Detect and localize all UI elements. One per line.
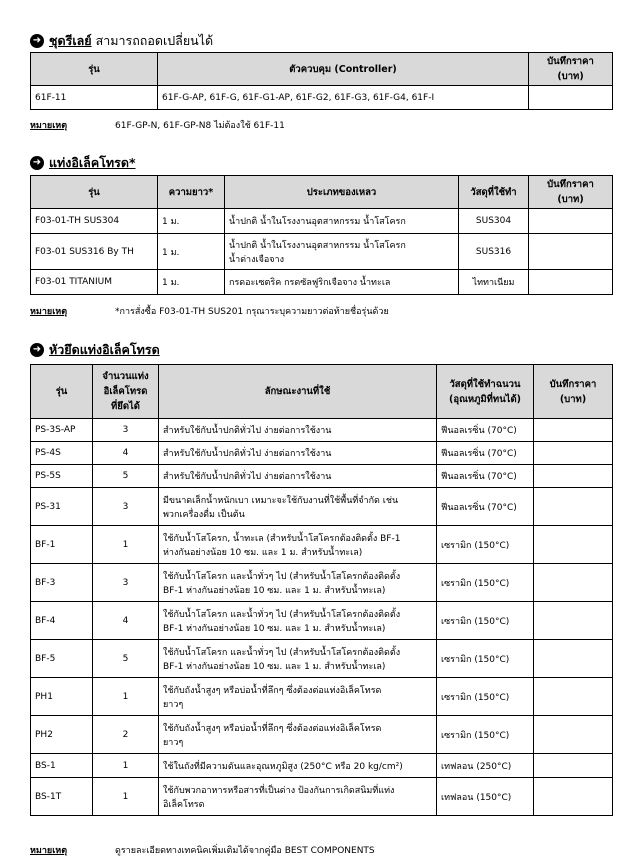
table-row bbox=[31, 419, 613, 442]
table-cell: 3 bbox=[93, 419, 159, 442]
table-cell: เซรามิก (150°C) bbox=[437, 526, 534, 564]
table-cell: PS-31 bbox=[31, 488, 93, 526]
relay-table bbox=[30, 52, 613, 110]
table-cell: PH1 bbox=[31, 678, 93, 716]
table-cell bbox=[534, 778, 613, 816]
electrode-table bbox=[30, 175, 613, 295]
electrode-section bbox=[30, 154, 612, 295]
table-cell: สำหรับใช้กับน้ำปกติทั่วไป ง่ายต่อการใช้งาน bbox=[159, 465, 437, 488]
table-cell: ฟีนอลเรซิ่น (70°C) bbox=[437, 419, 534, 442]
table-cell: BF-5 bbox=[31, 640, 93, 678]
table-row bbox=[31, 754, 613, 778]
table-cell: เซรามิก (150°C) bbox=[437, 640, 534, 678]
electrode-heading-title: แท่งอิเล็คโทรด* bbox=[49, 155, 136, 170]
table-cell: มีขนาดเล็กน้ำหนักเบา เหมาะจะใช้กับงานที่ใช้พื้นที่จำกัด เช่น พวกเครื่องดื่ม เป็นต้น bbox=[159, 488, 437, 526]
column-header: วัสดุที่ใช้ทำ bbox=[459, 176, 529, 209]
table-row bbox=[31, 640, 613, 678]
table-cell: BS-1 bbox=[31, 754, 93, 778]
note-label: หมายเหตุ bbox=[30, 121, 68, 131]
relay-heading bbox=[30, 32, 612, 50]
table-cell: 61F-G-AP, 61F-G, 61F-G1-AP, 61F-G2, 61F-G3, 61F-G4, 61F-I bbox=[158, 86, 529, 110]
column-header: รุ่น bbox=[31, 176, 158, 209]
table-cell: PS-4S bbox=[31, 442, 93, 465]
table-cell: ไททาเนียม bbox=[459, 270, 529, 295]
table-row bbox=[31, 442, 613, 465]
table-cell: น้ำปกติ น้ำในโรงงานอุตสาหกรรม น้ำโสโครก น้ำด่างเจือจาง bbox=[225, 234, 459, 270]
column-header: รุ่น bbox=[31, 365, 93, 419]
table-cell: SUS316 bbox=[459, 234, 529, 270]
table-cell: เทฟลอน (150°C) bbox=[437, 778, 534, 816]
table-cell: 3 bbox=[93, 488, 159, 526]
table-cell: F03-01-TH SUS304 bbox=[31, 209, 158, 234]
table-cell bbox=[534, 754, 613, 778]
header-row bbox=[31, 53, 613, 86]
table-row bbox=[31, 564, 613, 602]
table-cell: น้ำปกติ น้ำในโรงงานอุตสาหกรรม น้ำโสโครก bbox=[225, 209, 459, 234]
table-cell: เทฟลอน (250°C) bbox=[437, 754, 534, 778]
relay-note bbox=[30, 118, 285, 132]
table-cell: 4 bbox=[93, 442, 159, 465]
header-row bbox=[31, 176, 613, 209]
relay-heading-title: ชุดรีเลย์ bbox=[49, 33, 92, 48]
holder-table bbox=[30, 364, 613, 816]
table-cell: สำหรับใช้กับน้ำปกติทั่วไป ง่ายต่อการใช้งาน bbox=[159, 419, 437, 442]
arrow-right-icon: ➜ bbox=[30, 156, 44, 170]
note-text: ดูรายละเอียดทางเทคนิคเพิ่มเติมได้จากคู่มือ BEST COMPONENTS bbox=[115, 846, 375, 856]
table-row bbox=[31, 270, 613, 295]
holder-heading-title: หัวยึดแท่งอิเล็คโทรด bbox=[49, 342, 160, 357]
table-cell: 1 ม. bbox=[158, 209, 225, 234]
table-row bbox=[31, 488, 613, 526]
table-cell bbox=[534, 640, 613, 678]
table-cell bbox=[534, 442, 613, 465]
table-cell: ใช้กับน้ำโสโครก และน้ำทั่วๆ ไป (สำหรับน้ำโสโครกต้องติดตั้ง BF-1 ห่างกันอย่างน้อย 10 ซม. และ 1 ม. สำหรับน้ำทะเล) bbox=[159, 640, 437, 678]
column-header: ประเภทของเหลว bbox=[225, 176, 459, 209]
table-cell: 1 bbox=[93, 754, 159, 778]
table-row bbox=[31, 526, 613, 564]
table-cell bbox=[534, 716, 613, 754]
table-cell: BF-4 bbox=[31, 602, 93, 640]
arrow-right-icon: ➜ bbox=[30, 343, 44, 357]
table-cell: BF-3 bbox=[31, 564, 93, 602]
column-header: จำนวนแท่ง อิเล็คโทรด ที่ยึดได้ bbox=[93, 365, 159, 419]
table-cell: ฟีนอลเรซิ่น (70°C) bbox=[437, 442, 534, 465]
arrow-right-icon: ➜ bbox=[30, 34, 44, 48]
table-cell: 61F-11 bbox=[31, 86, 158, 110]
table-cell: เซรามิก (150°C) bbox=[437, 602, 534, 640]
table-cell bbox=[529, 86, 613, 110]
note-text: 61F-GP-N, 61F-GP-N8 ไม่ต้องใช้ 61F-11 bbox=[115, 121, 285, 131]
table-cell: 1 bbox=[93, 678, 159, 716]
column-header: รุ่น bbox=[31, 53, 158, 86]
table-cell: 1 bbox=[93, 778, 159, 816]
table-cell: 1 bbox=[93, 526, 159, 564]
table-cell: สำหรับใช้กับน้ำปกติทั่วไป ง่ายต่อการใช้งาน bbox=[159, 442, 437, 465]
table-cell bbox=[534, 488, 613, 526]
table-cell: เซรามิก (150°C) bbox=[437, 716, 534, 754]
table-row bbox=[31, 86, 613, 110]
table-cell: BS-1T bbox=[31, 778, 93, 816]
table-cell: BF-1 bbox=[31, 526, 93, 564]
table-row bbox=[31, 778, 613, 816]
table-cell: กรดอะเซตริค กรดซัลฟูริกเจือจาง น้ำทะเล bbox=[225, 270, 459, 295]
table-cell bbox=[534, 602, 613, 640]
table-cell: 3 bbox=[93, 564, 159, 602]
table-cell: ใช้ในถังที่มีความดันและอุณหภูมิสูง (250°C หรือ 20 kg/cm²) bbox=[159, 754, 437, 778]
table-cell: ใช้กับถังน้ำสูงๆ หรือบ่อน้ำที่ลึกๆ ซึ่งต้องต่อแท่งอิเล็คโทรด ยาวๆ bbox=[159, 678, 437, 716]
table-cell bbox=[534, 419, 613, 442]
note-text: *การสั่งซื้อ F03-01-TH SUS201 กรุณาระบุความยาวต่อท้ายชื่อรุ่นด้วย bbox=[115, 307, 389, 317]
holder-note bbox=[30, 843, 375, 857]
note-label: หมายเหตุ bbox=[30, 307, 68, 317]
holder-section bbox=[30, 341, 612, 816]
column-header: บันทึกราคา (บาท) bbox=[534, 365, 613, 419]
relay-section bbox=[30, 32, 612, 110]
holder-heading bbox=[30, 341, 612, 359]
table-row bbox=[31, 716, 613, 754]
table-cell: SUS304 bbox=[459, 209, 529, 234]
table-cell bbox=[534, 465, 613, 488]
table-cell: F03-01 SUS316 By TH bbox=[31, 234, 158, 270]
column-header: วัสดุที่ใช้ทำฉนวน (อุณหภูมิที่ทนได้) bbox=[437, 365, 534, 419]
table-cell: ใช้กับถังน้ำสูงๆ หรือบ่อน้ำที่ลึกๆ ซึ่งต้องต่อแท่งอิเล็คโทรด ยาวๆ bbox=[159, 716, 437, 754]
column-header: ลักษณะงานที่ใช้ bbox=[159, 365, 437, 419]
relay-heading-subtitle: สามารถถอดเปลี่ยนได้ bbox=[95, 33, 214, 48]
column-header: ตัวควบคุม (Controller) bbox=[158, 53, 529, 86]
table-cell: 2 bbox=[93, 716, 159, 754]
table-cell bbox=[534, 564, 613, 602]
table-cell: ใช้กับน้ำโสโครก และน้ำทั่วๆ ไป (สำหรับน้ำโสโครกต้องติดตั้ง BF-1 ห่างกันอย่างน้อย 10 ซม. และ 1 ม. สำหรับน้ำทะเล) bbox=[159, 602, 437, 640]
table-cell bbox=[529, 270, 613, 295]
table-row bbox=[31, 602, 613, 640]
column-header: บันทึกราคา (บาท) bbox=[529, 176, 613, 209]
column-header: ความยาว* bbox=[158, 176, 225, 209]
table-row bbox=[31, 465, 613, 488]
electrode-note bbox=[30, 304, 389, 318]
table-cell: 4 bbox=[93, 602, 159, 640]
table-cell: ฟีนอลเรซิ่น (70°C) bbox=[437, 465, 534, 488]
table-cell bbox=[529, 209, 613, 234]
column-header: บันทึกราคา (บาท) bbox=[529, 53, 613, 86]
table-cell: 5 bbox=[93, 640, 159, 678]
table-cell bbox=[534, 678, 613, 716]
table-cell: PS-3S-AP bbox=[31, 419, 93, 442]
header-row bbox=[31, 365, 613, 419]
note-label: หมายเหตุ bbox=[30, 846, 68, 856]
table-cell: 1 ม. bbox=[158, 234, 225, 270]
table-cell bbox=[534, 526, 613, 564]
electrode-heading bbox=[30, 154, 612, 172]
table-cell bbox=[529, 234, 613, 270]
table-cell: ใช้กับพวกอาหารหรือสารที่เป็นด่าง ป้องกันการเกิดสนิมที่แท่ง อิเล็คโทรด bbox=[159, 778, 437, 816]
table-cell: ฟีนอลเรซิ่น (70°C) bbox=[437, 488, 534, 526]
table-row bbox=[31, 209, 613, 234]
table-row bbox=[31, 234, 613, 270]
table-cell: ใช้กับน้ำโสโครก, น้ำทะเล (สำหรับน้ำโสโครกต้องติดตั้ง BF-1 ห่างกันอย่างน้อย 10 ซม. และ 1 ม. สำหรับน้ำทะเล) bbox=[159, 526, 437, 564]
table-cell: PS-5S bbox=[31, 465, 93, 488]
table-row bbox=[31, 678, 613, 716]
table-cell: ใช้กับน้ำโสโครก และน้ำทั่วๆ ไป (สำหรับน้ำโสโครกต้องติดตั้ง BF-1 ห่างกันอย่างน้อย 10 ซม. และ 1 ม. สำหรับน้ำทะเล) bbox=[159, 564, 437, 602]
table-cell: 5 bbox=[93, 465, 159, 488]
table-cell: PH2 bbox=[31, 716, 93, 754]
table-cell: F03-01 TITANIUM bbox=[31, 270, 158, 295]
table-cell: เซรามิก (150°C) bbox=[437, 678, 534, 716]
table-cell: เซรามิก (150°C) bbox=[437, 564, 534, 602]
table-cell: 1 ม. bbox=[158, 270, 225, 295]
